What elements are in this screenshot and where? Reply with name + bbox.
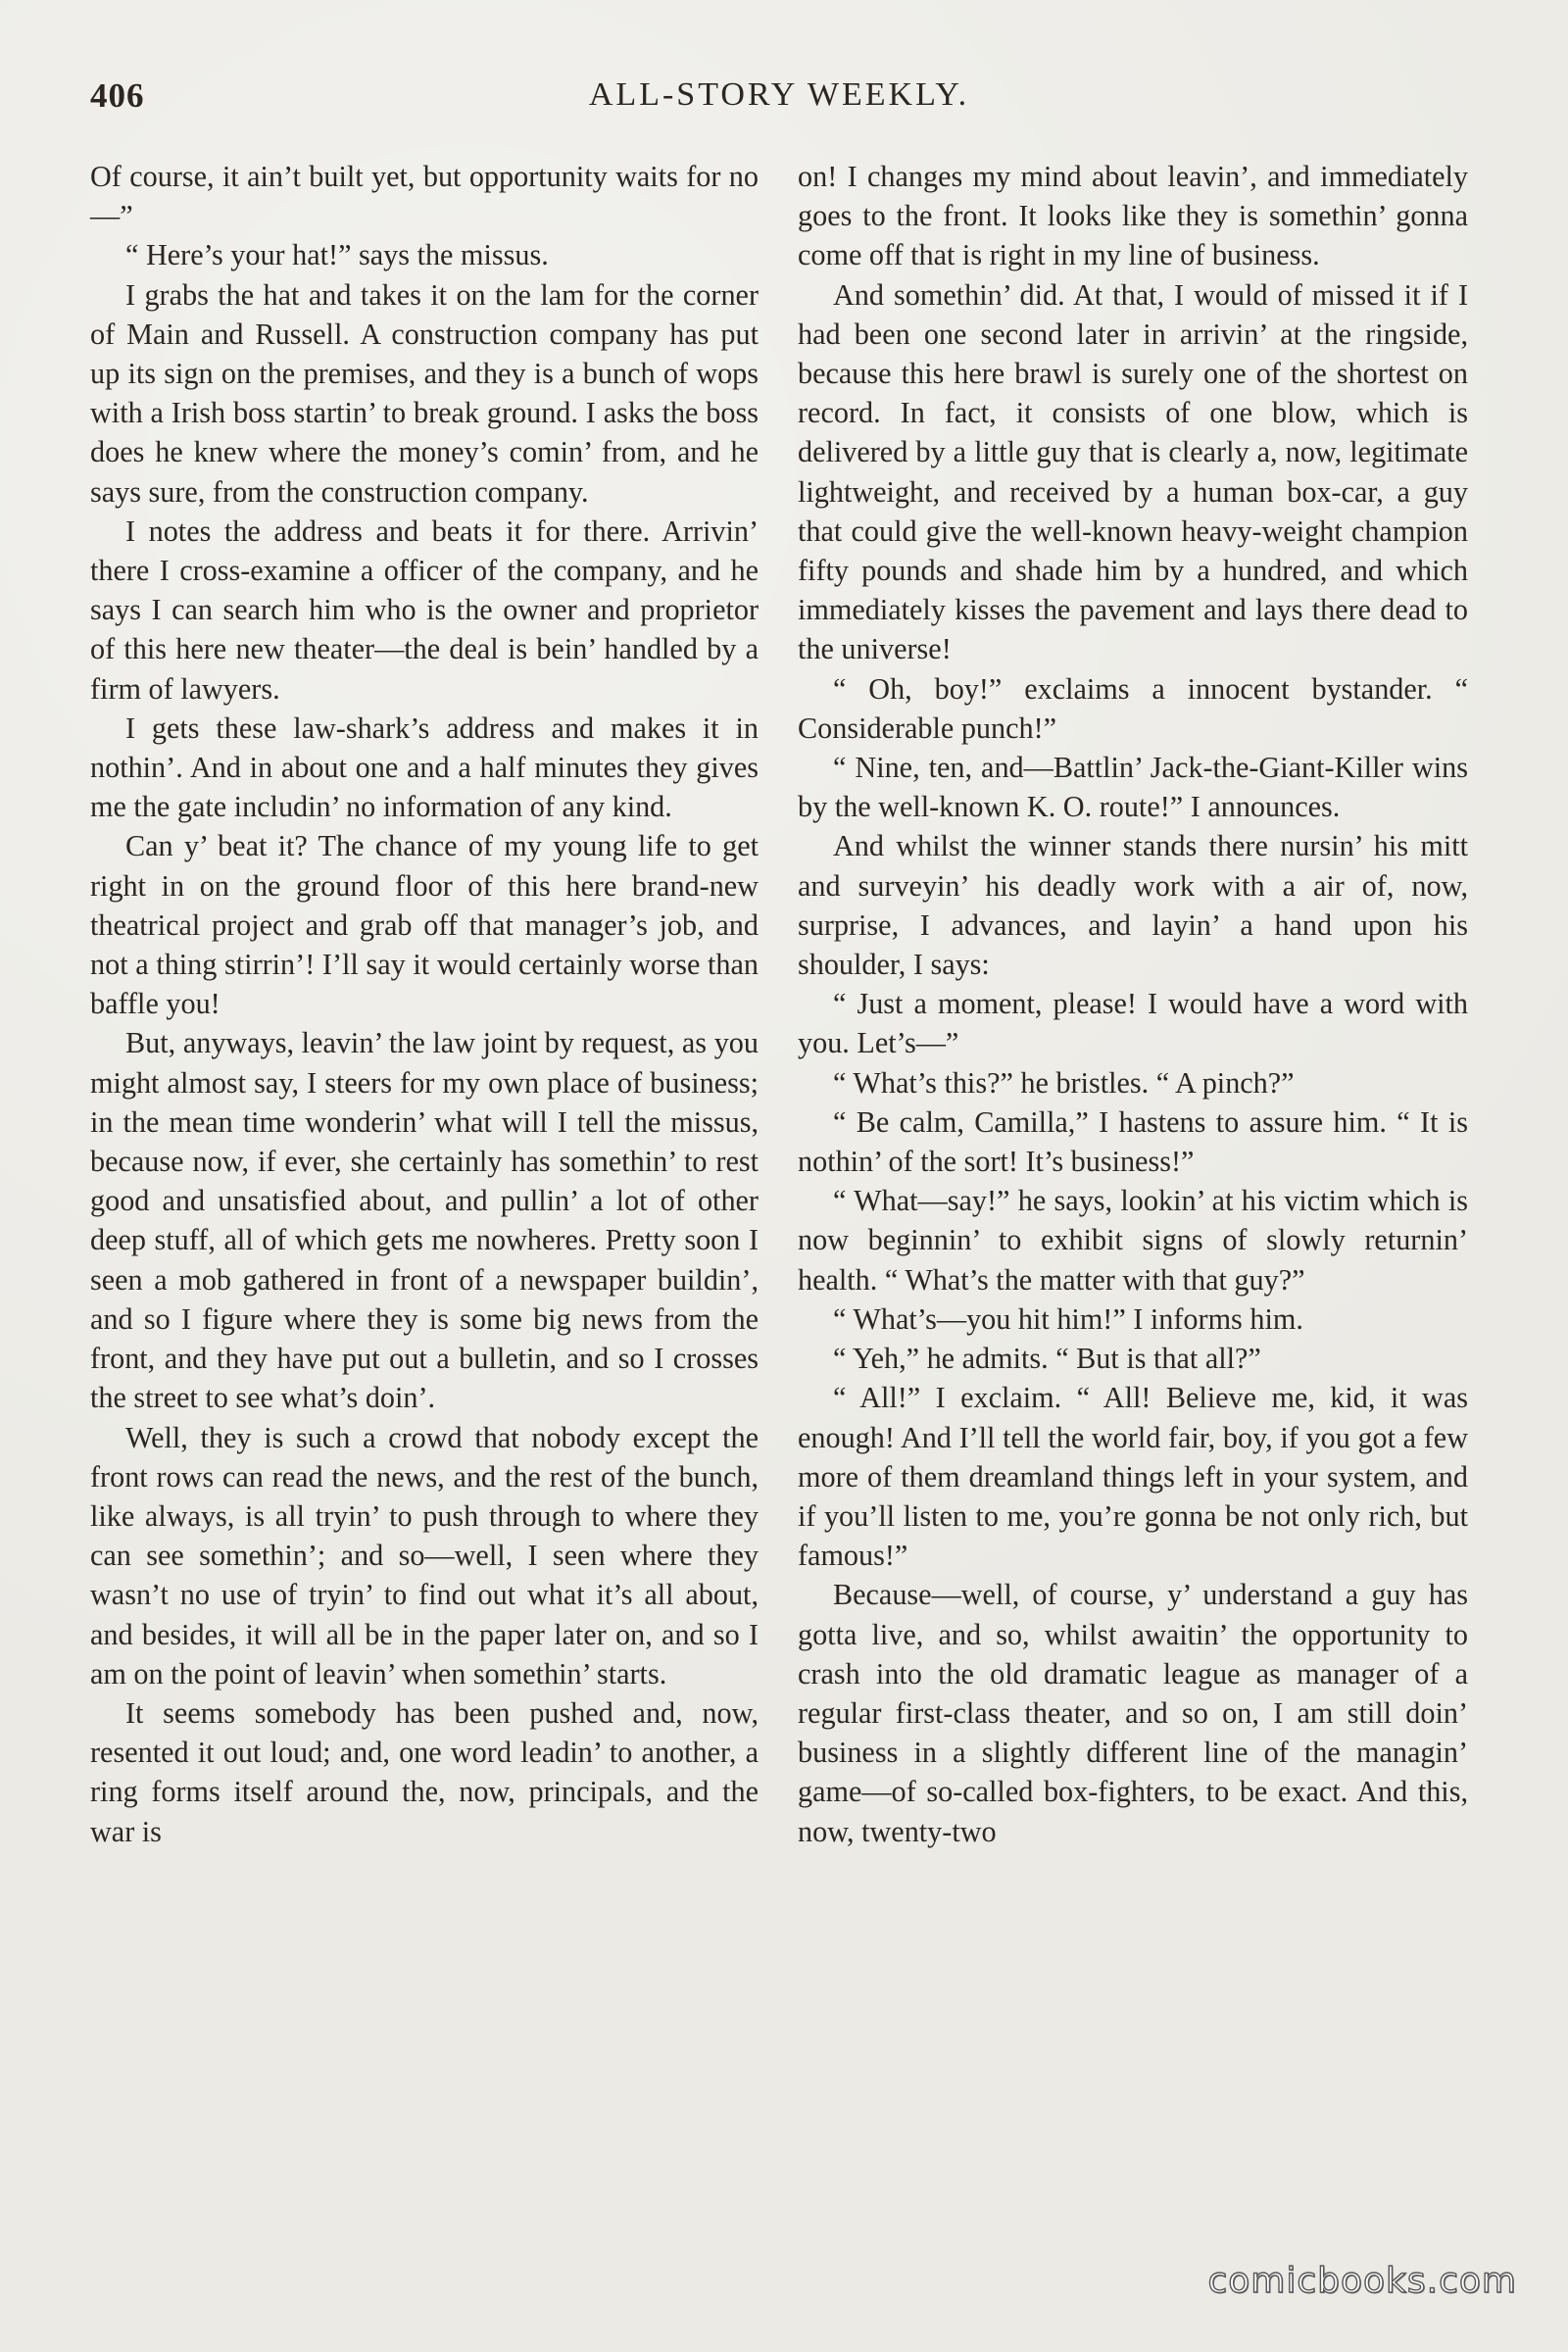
paragraph: I grabs the hat and takes it on the lam for the corner of Main and Russell. A construction company has put up its sign on the premises, and they is a bunch of wops with a Irish boss startin’ to break ground. I asks the boss does he knew where the money’s comin’ from, and he says sure, from the construction company.	[90, 277, 759, 509]
paragraph: “ Nine, ten, and—Battlin’ Jack-the-Giant-Killer wins by the well-known K. O. route!” I announces.	[798, 751, 1468, 824]
paragraph: “ What—say!” he says, lookin’ at his victim which is now beginnin’ to exhibit signs of slowly returnin’ health. “ What’s the matter with that guy?”	[798, 1184, 1468, 1297]
page-header	[90, 76, 1468, 125]
paragraph: “ Yeh,” he admits. “ But is that all?”	[833, 1342, 1261, 1376]
right-column	[798, 157, 1468, 1851]
left-column	[90, 157, 759, 1851]
page-number: 406	[90, 76, 145, 115]
paragraph: on! I changes my mind about leavin’, and immediately goes to the front. It looks like they is somethin’ gonna come off that is right in my line of business.	[798, 160, 1468, 272]
paragraph: “ All!” I exclaim. “ All! Believe me, kid, it was enough! And I’ll tell the world fair, boy, if you got a few more of them dreamland things left in your system, and if you’ll listen to me, you’re gonna be not only rich, but famous!”	[798, 1381, 1468, 1573]
paragraph: But, anyways, leavin’ the law joint by request, as you might almost say, I steers for my own place of business; in the mean time wonderin’ what will I tell the missus, because now, if ever, she certainly has somethin’ to rest good and unsatisfied about, and pullin’ a lot of other deep stuff, all of which gets me nowheres. Pretty soon I seen a mob gathered in front of a newspaper buildin’, and so I figure where they is some big news from the front, and they have put out a bulletin, and so I crosses the street to see what’s doin’.	[90, 1026, 759, 1415]
watermark-logo: comicbooks.com	[1207, 2261, 1517, 2301]
paragraph: “ Be calm, Camilla,” I hastens to assure him. “ It is nothin’ of the sort! It’s business!”	[798, 1104, 1468, 1179]
paragraph: “ Just a moment, please! I would have a word with you. Let’s—”	[798, 987, 1468, 1060]
paragraph: “ Oh, boy!” exclaims a innocent bystander. “ Considerable punch!”	[798, 671, 1468, 745]
paragraph: Because—well, of course, y’ understand a guy has gotta live, and so, whilst awaitin’ the opportunity to crash into the old dramatic league as manager of a regular first-class theater, and so on, I am still doin’ business in a slightly different line of the managin’ game—of so-called box-fighters, to be exact. And this, now, twenty-two	[798, 1578, 1468, 1848]
paragraph: Well, they is such a crowd that nobody except the front rows can read the news, and the rest of the bunch, like always, is all tryin’ to push through to where they can see somethin’; and so—well, I seen where they wasn’t no use of tryin’ to find out what it’s all about, and besides, it will all be in the paper later on, and so I am on the point of leavin’ when somethin’ starts.	[90, 1420, 759, 1690]
paragraph: And whilst the winner stands there nursin’ his mitt and surveyin’ his deadly work with a air of, now, surprise, I advances, and layin’ a hand upon his shoulder, I says:	[798, 829, 1468, 982]
magazine-title: ALL-STORY WEEKLY.	[588, 76, 970, 113]
paragraph: Can y’ beat it? The chance of my young life to get right in on the ground floor of this here brand-new theatrical project and grab off that manager’s job, and not a thing stirrin’! I’ll say it would certainly worse than baffle you!	[90, 829, 759, 1021]
paragraph: “ Here’s your hat!” says the missus.	[125, 238, 549, 272]
paragraph: Of course, it ain’t built yet, but opportunity waits for no—”	[90, 160, 759, 233]
paragraph: And somethin’ did. At that, I would of missed it if I had been one second later in arrivin’ at the ringside, because this here brawl is surely one of the shortest on record. In fact, it consists of one blow, which is delivered by a little guy that is clearly a, now, legitimate lightweight, and received by a human box-car, a guy that could give the well-known heavy-weight champion fifty pounds and shade him by a hundred, and which immediately kisses the pavement and lays there dead to the universe!	[798, 277, 1468, 666]
paragraph: I gets these law-shark’s address and makes it in nothin’. And in about one and a half minutes they gives me the gate includin’ no information of any kind.	[90, 710, 759, 824]
paragraph: I notes the address and beats it for there. Arrivin’ there I cross-examine a officer of the company, and he says I can search him who is the owner and proprietor of this here new theater—the deal is bein’ handled by a firm of lawyers.	[90, 514, 759, 706]
paragraph: It seems somebody has been pushed and, now, resented it out loud; and, one word leadin’ to another, a ring forms itself around the, now, principals, and the war is	[90, 1695, 759, 1848]
paragraph: “ What’s this?” he bristles. “ A pinch?”	[833, 1065, 1295, 1100]
paragraph: “ What’s—you hit him!” I informs him.	[833, 1301, 1303, 1336]
